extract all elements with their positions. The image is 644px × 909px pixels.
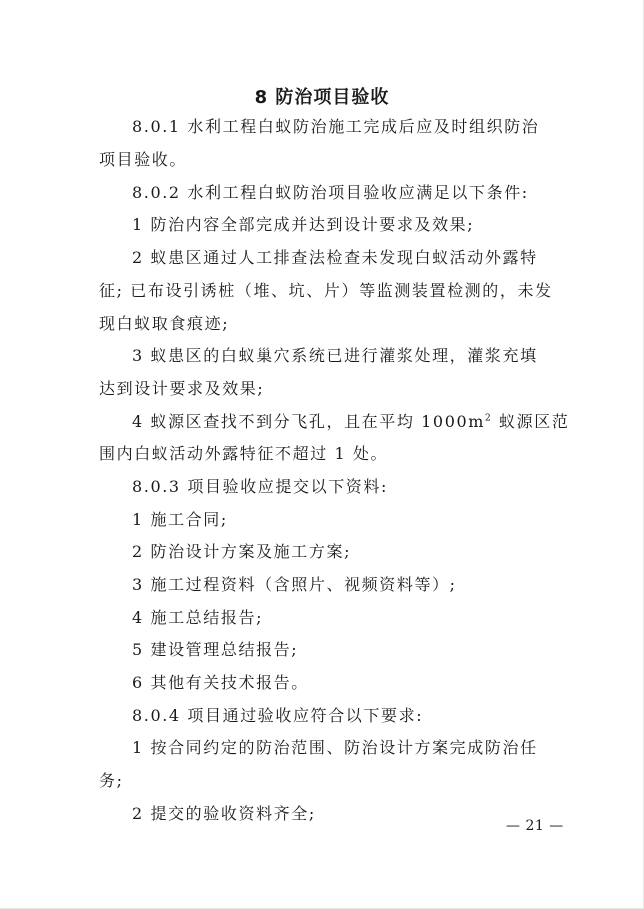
condition-1: 1 防治内容全部完成并达到设计要求及效果; xyxy=(132,215,475,234)
section-title: 8 防治项目验收 xyxy=(254,87,390,108)
condition-2-cont-2: 现白蚁取食痕迹; xyxy=(99,314,230,333)
clause-8-0-2: 8.0.2 水利工程白蚁防治项目验收应满足以下条件: xyxy=(132,183,529,202)
condition-2: 2 蚁患区通过人工排查法检查未发现白蚁活动外露特 xyxy=(132,248,538,267)
condition-4 xyxy=(132,412,569,432)
page-number: — 21 — xyxy=(506,818,564,834)
condition-3-cont: 达到设计要求及效果; xyxy=(99,379,265,398)
condition-4-tail: 蚁源区范 xyxy=(492,412,570,431)
material-5: 5 建设管理总结报告; xyxy=(132,640,299,659)
condition-4-text: 4 蚁源区查找不到分飞孔，且在平均 1000m xyxy=(132,412,486,431)
requirement-1-cont: 务; xyxy=(99,771,124,790)
clause-8-0-1: 8.0.1 水利工程白蚁防治施工完成后应及时组织防治 xyxy=(132,117,540,136)
condition-3: 3 蚁患区的白蚁巢穴系统已进行灌浆处理，灌浆充填 xyxy=(132,346,538,365)
material-1: 1 施工合同; xyxy=(132,510,228,529)
material-3: 3 施工过程资料（含照片、视频资料等）; xyxy=(132,575,457,594)
material-2: 2 防治设计方案及施工方案; xyxy=(132,542,352,561)
requirement-1: 1 按合同约定的防治范围、防治设计方案完成防治任 xyxy=(132,738,538,757)
clause-8-0-4: 8.0.4 项目通过验收应符合以下要求: xyxy=(132,706,424,725)
material-6: 6 其他有关技术报告。 xyxy=(132,673,309,692)
superscript-2: 2 xyxy=(485,413,493,424)
clause-8-0-3: 8.0.3 项目验收应提交以下资料: xyxy=(132,477,388,496)
material-4: 4 施工总结报告; xyxy=(132,608,264,627)
requirement-2: 2 提交的验收资料齐全; xyxy=(132,804,316,823)
condition-4-cont: 围内白蚁活动外露特征不超过 1 处。 xyxy=(99,444,389,463)
condition-2-cont-1: 征; 已布设引诱桩（堆、坑、片）等监测装置检测的，未发 xyxy=(99,281,553,300)
clause-8-0-1-cont: 项目验收。 xyxy=(99,150,188,169)
